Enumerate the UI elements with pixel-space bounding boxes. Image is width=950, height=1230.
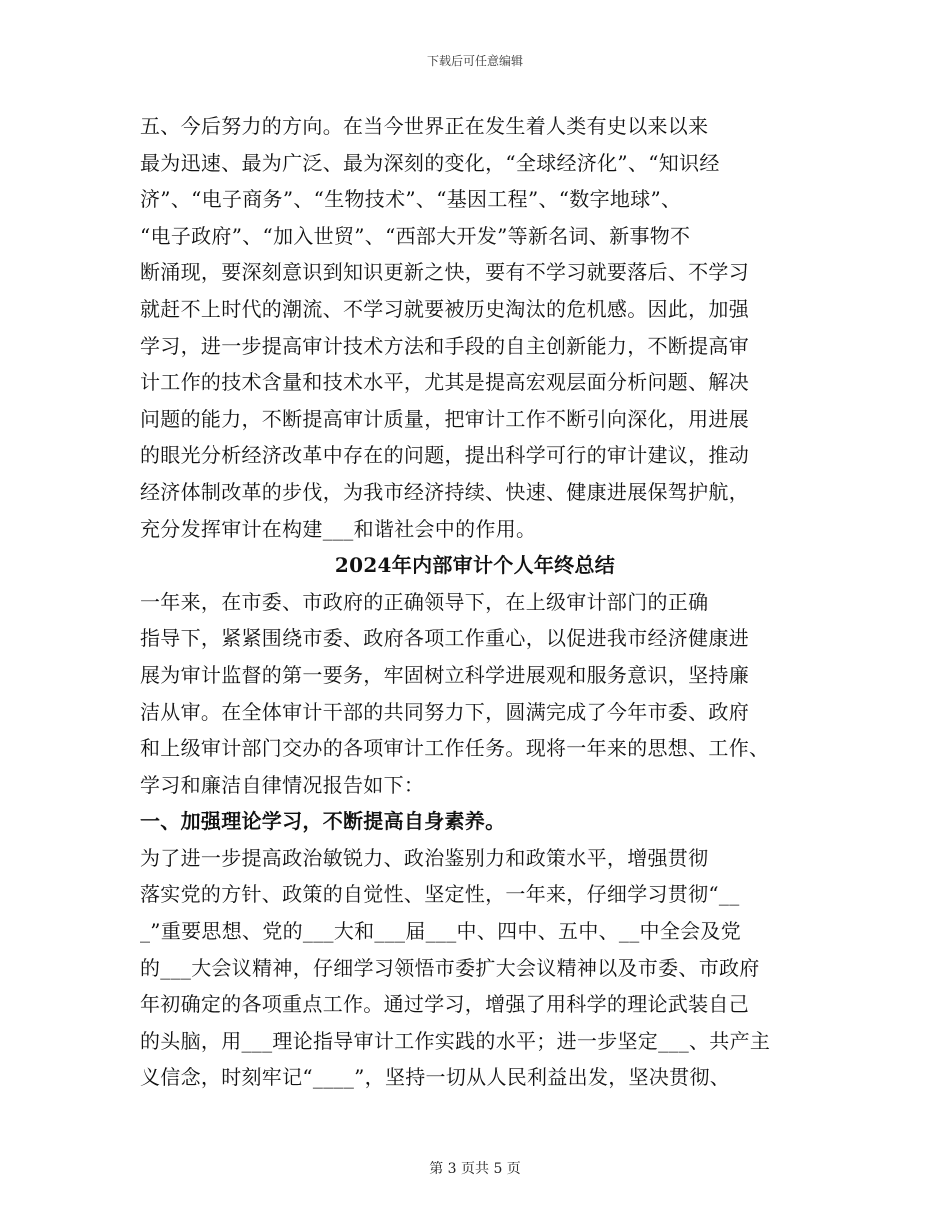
paragraph-line: 义信念，时刻牢记“____”，坚持一切从人民利益出发，坚决贯彻、 — [140, 1065, 731, 1090]
paragraph-line: 的___大会议精神，仔细学习领悟市委扩大会议精神以及市委、市政府 — [140, 955, 760, 980]
page-footer: 第 3 页共 5 页 — [429, 1161, 521, 1177]
paragraph-line: 断涌现，要深刻意识到知识更新之快，要有不学习就要落后、不学习 — [140, 260, 749, 285]
paragraph-line: 年初确定的各项重点工作。通过学习，增强了用科学的理论武装自己 — [140, 992, 749, 1017]
paragraph-line: _”重要思想、党的___大和___届___中、四中、五中、__中全会及党 — [140, 919, 742, 944]
paragraph-line: 充分发挥审计在构建___和谐社会中的作用。 — [140, 516, 537, 541]
paragraph-line: 就赶不上时代的潮流、不学习就要被历史淘汰的危机感。因此，加强 — [140, 296, 749, 321]
paragraph-line: 计工作的技术含量和技术水平，尤其是提高宏观层面分析问题、解决 — [140, 370, 749, 395]
paragraph-line: 为了进一步提高政治敏锐力、政治鉴别力和政策水平，增强贯彻 — [140, 845, 709, 870]
page-header: 下载后可任意编辑 — [426, 54, 523, 68]
paragraph-line: 学习和廉洁自律情况报告如下： — [140, 772, 425, 797]
paragraph-line: 洁从审。在全体审计干部的共同努力下，圆满完成了今年市委、政府 — [140, 699, 749, 724]
paragraph-line: 的头脑，用___理论指导审计工作实践的水平；进一步坚定___、共产主 — [140, 1028, 771, 1053]
document-body — [140, 108, 810, 1096]
paragraph-line: “电子政府”、“加入世贸”、“西部大开发”等新名词、新事物不 — [140, 223, 691, 248]
paragraph-line: 一年来，在市委、市政府的正确领导下，在上级审计部门的正确 — [140, 589, 709, 614]
document-title: 2024年内部审计个人年终总结 — [334, 553, 616, 578]
paragraph-line: 最为迅速、最为广泛、最为深刻的变化，“全球经济化”、“知识经 — [140, 150, 720, 175]
section-heading: 一、加强理论学习，不断提高自身素养。 — [140, 809, 506, 834]
paragraph-line: 指导下，紧紧围绕市委、政府各项工作重心，以促进我市经济健康进 — [140, 626, 749, 651]
paragraph-line: 学习，进一步提高审计技术方法和手段的自主创新能力，不断提高审 — [140, 333, 749, 358]
paragraph-line: 五、今后努力的方向。在当今世界正在发生着人类有史以来以来 — [140, 114, 709, 138]
paragraph-line: 济”、“电子商务”、“生物技术”、“基因工程”、“数字地球”、 — [140, 187, 682, 212]
paragraph-line: 和上级审计部门交办的各项审计工作任务。现将一年来的思想、工作、 — [140, 736, 770, 761]
paragraph-line: 的眼光分析经济改革中存在的问题，提出科学可行的审计建议，推动 — [140, 443, 749, 468]
paragraph-line: 展为审计监督的第一要务，牢固树立科学进展观和服务意识，坚持廉 — [140, 662, 749, 687]
paragraph-line: 经济体制改革的步伐，为我市经济持续、快速、健康进展保驾护航， — [140, 479, 749, 504]
paragraph-line: 问题的能力，不断提高审计质量，把审计工作不断引向深化，用进展 — [140, 406, 749, 431]
paragraph-line: 落实党的方针、政策的自觉性、坚定性，一年来，仔细学习贯彻“__ — [140, 882, 740, 907]
